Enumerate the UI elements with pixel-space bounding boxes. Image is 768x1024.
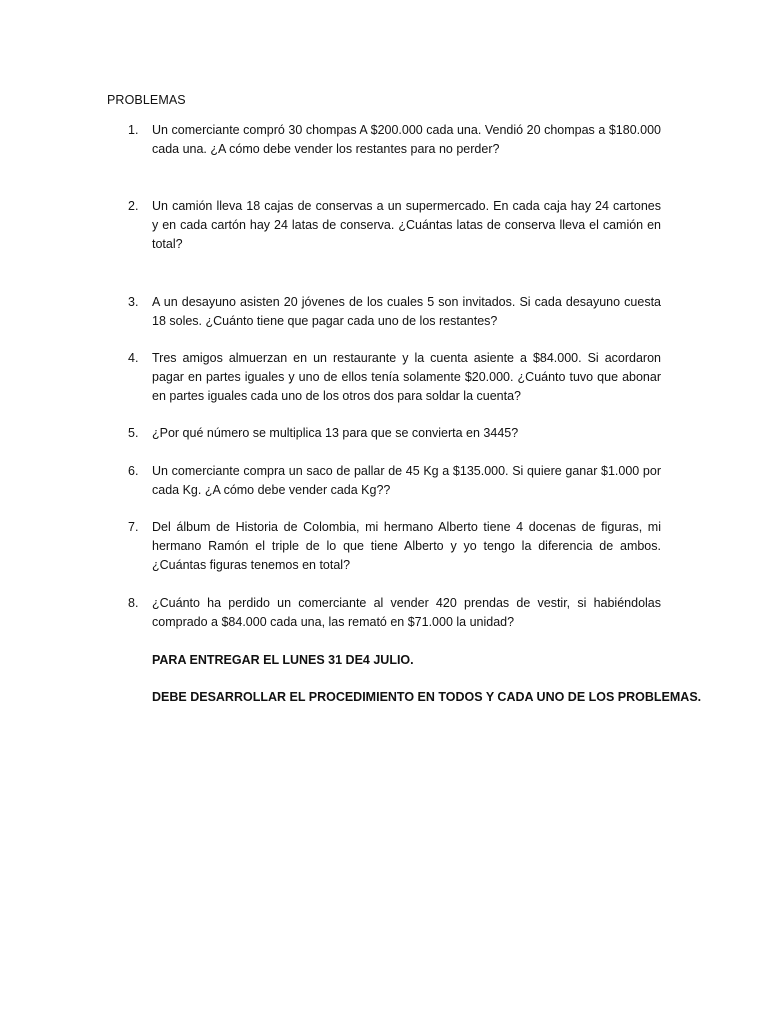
problem-item xyxy=(128,594,661,632)
problem-text: A un desayuno asisten 20 jóvenes de los cuales 5 son invitados. Si cada desayuno cuesta 18 soles. ¿Cuánto tiene que pagar cada uno de los restantes? xyxy=(152,295,661,328)
procedure-notice: DEBE DESARROLLAR EL PROCEDIMIENTO EN TODOS Y CADA UNO DE LOS PROBLEMAS. xyxy=(152,690,702,704)
problem-number: 7. xyxy=(128,520,139,534)
problem-item xyxy=(128,349,661,406)
problem-item xyxy=(128,197,661,254)
problem-item xyxy=(128,424,661,443)
problem-text: Un comerciante compró 30 chompas A $200.000 cada una. Vendió 20 chompas a $180.000 cada una. ¿A cómo debe vender los restantes para no perder? xyxy=(152,123,661,156)
problem-text: Un camión lleva 18 cajas de conservas a un supermercado. En cada caja hay 24 cartones y en cada cartón hay 24 latas de conserva. ¿Cuántas latas de conserva lleva el camión en total? xyxy=(152,199,661,251)
due-date-notice: PARA ENTREGAR EL LUNES 31 DE4 JULIO. xyxy=(152,653,414,667)
problem-number: 5. xyxy=(128,426,139,440)
problem-text: Un comerciante compra un saco de pallar de 45 Kg a $135.000. Si quiere ganar $1.000 por cada Kg. ¿A cómo debe vender cada Kg?? xyxy=(152,464,661,497)
problem-number: 3. xyxy=(128,295,139,309)
problem-item xyxy=(128,462,661,500)
problem-item xyxy=(128,293,661,331)
problem-number: 2. xyxy=(128,199,139,213)
problem-item xyxy=(128,518,661,575)
problem-text: Tres amigos almuerzan en un restaurante y la cuenta asiente a $84.000. Si acordaron pagar en partes iguales y uno de ellos tenía solamente $20.000. ¿Cuánto tuvo que abonar en partes iguales cada uno de los otros dos para soldar la cuenta? xyxy=(152,351,661,403)
problem-item xyxy=(128,121,661,159)
problem-text: ¿Cuánto ha perdido un comerciante al vender 420 prendas de vestir, si habiéndolas comprado a $84.000 cada una, las remató en $71.000 la unidad? xyxy=(152,596,661,629)
problem-number: 6. xyxy=(128,464,139,478)
problem-number: 4. xyxy=(128,351,139,365)
problem-number: 1. xyxy=(128,123,139,137)
problem-text: ¿Por qué número se multiplica 13 para que se convierta en 3445? xyxy=(152,426,519,440)
problem-number: 8. xyxy=(128,596,139,610)
problem-text: Del álbum de Historia de Colombia, mi hermano Alberto tiene 4 docenas de figuras, mi hermano Ramón el triple de lo que tiene Alberto y yo tengo la diferencia de ambos. ¿Cuántas figuras tenemos en total? xyxy=(152,520,661,572)
document-title: PROBLEMAS xyxy=(107,93,186,107)
